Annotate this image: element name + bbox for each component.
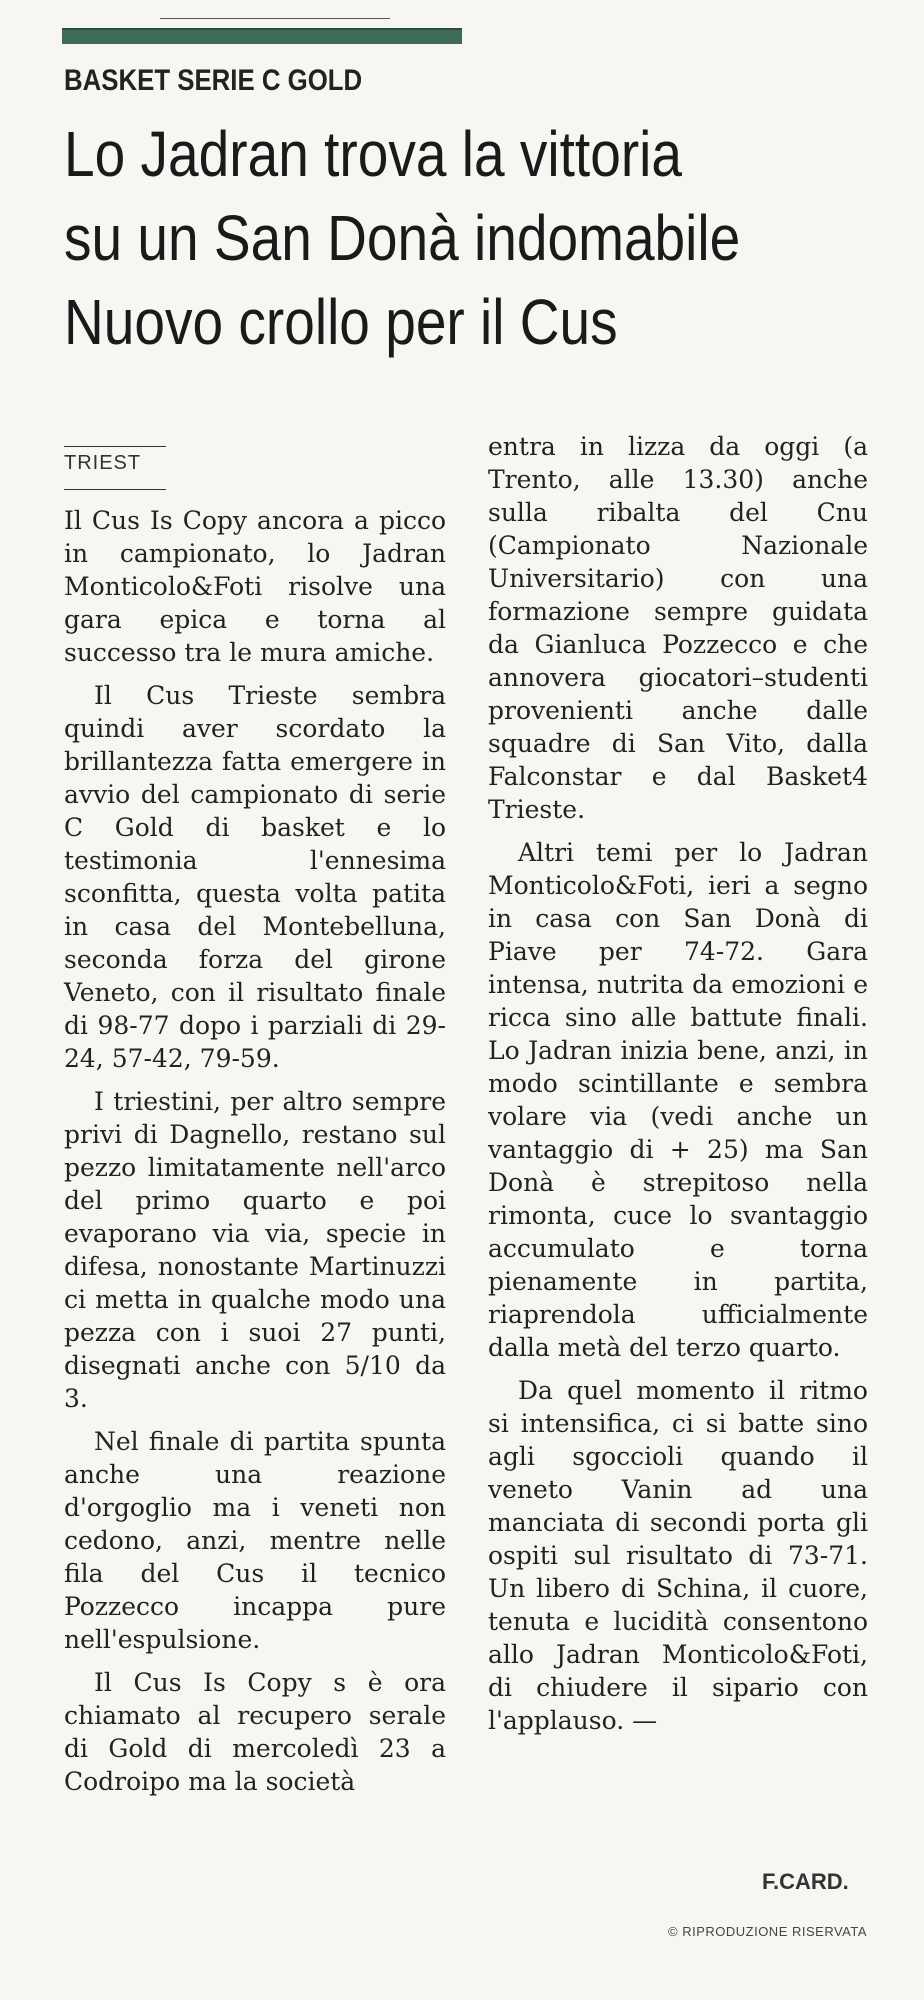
paragraph: Altri temi per lo Jadran Monticolo&Foti, ieri a segno in casa con San Donà di Piave per 74-72. Gara intensa, nutrita da emozioni e ricca sino alle battute finali. Lo Jadran inizia bene, anzi, in modo scintillante e sembra volare via (vedi anche un vantaggio di + 25) ma San Donà è strepitoso nella rimonta, cuce lo svantaggio accumulato e torna pienamente in partita, riaprendola ufficialmente dalla metà del terzo quarto.	[488, 838, 868, 1362]
dateline-rule-bottom	[64, 489, 166, 490]
author-signature: F.CARD.	[762, 1869, 849, 1894]
section-kicker: BASKET SERIE C GOLD	[64, 64, 363, 97]
paragraph: Da quel momento il ritmo si intensifica, ci si batte sino agli sgoccioli quando il veneto Vanin ad una manciata di secondi porta gli ospiti sul risultato di 73-71. Un libero di Schina, il cuore, tenuta e lucidità consentono allo Jadran Monticolo&Foti, di chiudere il sipario con l'applauso. —	[488, 1376, 868, 1735]
dateline: TRIEST	[64, 452, 142, 474]
paragraph: Il Cus Is Copy s è ora chiamato al recupero serale di Gold di mercoledì 23 a Codroipo ma la società	[64, 1668, 446, 1796]
dateline-rule-top	[64, 446, 166, 447]
article-column-1	[64, 504, 446, 1798]
paragraph: entra in lizza da oggi (a Trento, alle 13.30) anche sulla ribalta del Cnu (Campionato Nazionale Universitario) con una formazione sempre guidata da Gianluca Pozzecco e che annovera giocatori–studenti provenienti anche dalle squadre di San Vito, dalla Falconstar e dal Basket4 Trieste.	[488, 432, 868, 824]
copyright-notice: © RIPRODUZIONE RISERVATA	[668, 1924, 868, 1939]
headline-line-3: Nuovo crollo per il Cus	[64, 286, 618, 358]
article-column-2	[488, 430, 868, 1737]
paragraph: Il Cus Is Copy ancora a picco in campionato, lo Jadran Monticolo&Foti risolve una gara epica e torna al successo tra le mura amiche.	[64, 506, 446, 667]
headline	[64, 112, 795, 364]
paragraph: I triestini, per altro sempre privi di Dagnello, restano sul pezzo limitatamente nell'arco del primo quarto e poi evaporano via via, specie in difesa, nonostante Martinuzzi ci metta in qualche modo una pezza con i suoi 27 punti, disegnati anche con 5/10 da 3.	[64, 1087, 446, 1413]
headline-line-1: Lo Jadran trova la vittoria	[64, 118, 682, 190]
section-color-bar	[62, 28, 462, 44]
headline-line-2: su un San Donà indomabile	[64, 202, 741, 274]
top-thin-rule	[160, 18, 390, 19]
paragraph: Il Cus Trieste sembra quindi aver scordato la brillantezza fatta emergere in avvio del campionato di serie C Gold di basket e lo testimonia l'ennesima sconfitta, questa volta patita in casa del Montebelluna, seconda forza del girone Veneto, con il risultato finale di 98-77 dopo i parziali di 29-24, 57-42, 79-59.	[64, 681, 446, 1073]
paragraph: Nel finale di partita spunta anche una reazione d'orgoglio ma i veneti non cedono, anzi, mentre nelle fila del Cus il tecnico Pozzecco incappa pure nell'espulsione.	[64, 1427, 446, 1654]
